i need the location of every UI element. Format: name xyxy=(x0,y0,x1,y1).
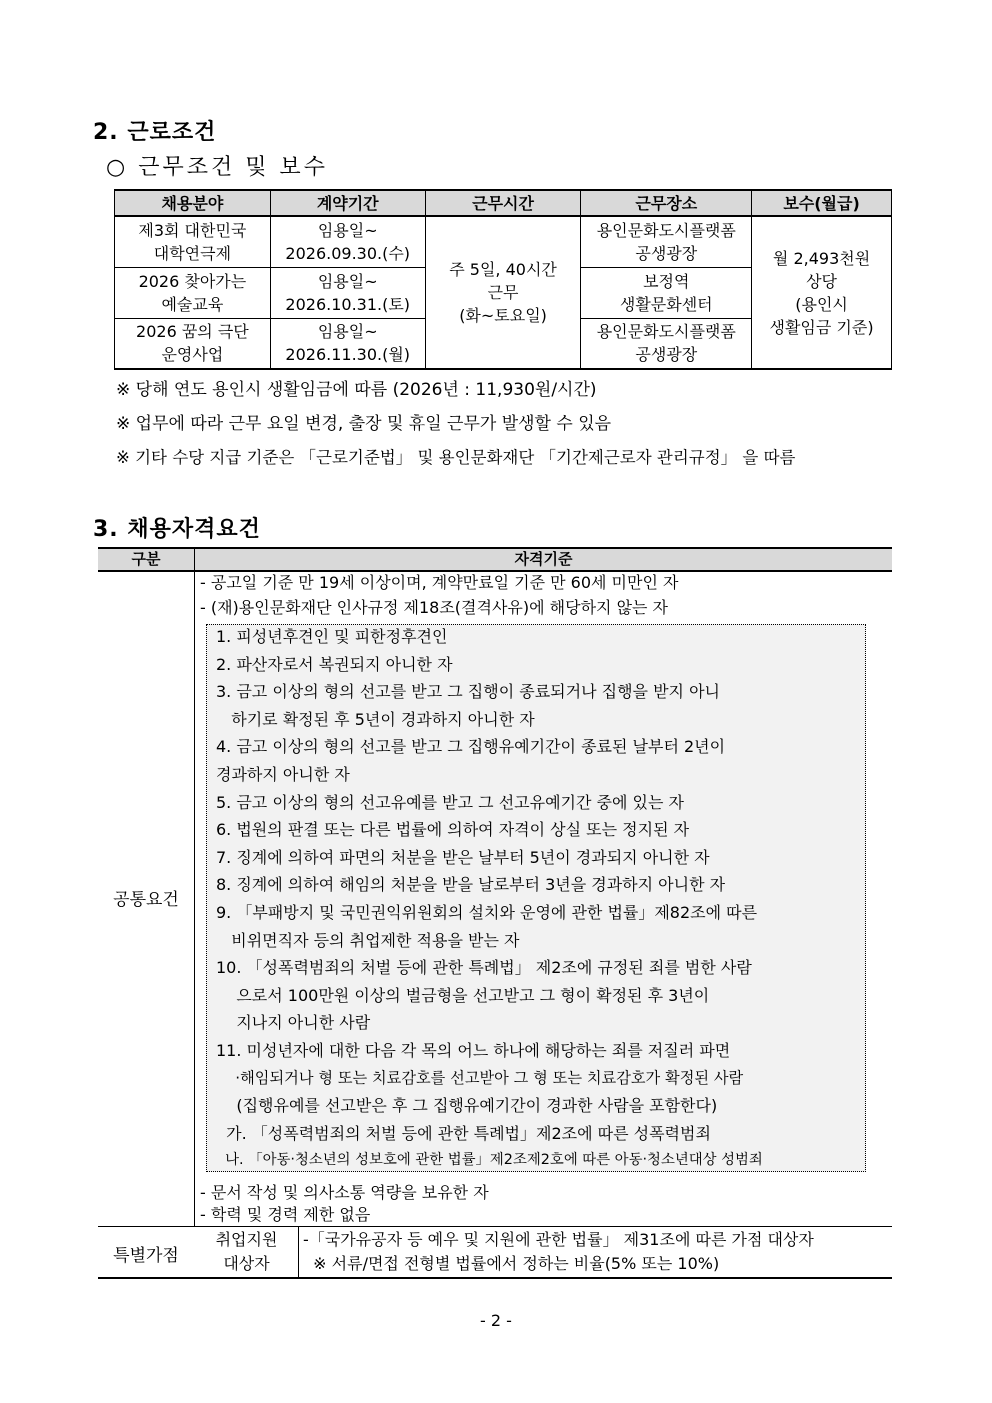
field-line: 대학연극제 xyxy=(153,243,232,263)
disqualification-item: 으로서 100만원 이상의 벌금형을 선고받고 그 형이 확정된 후 3년이 xyxy=(216,985,710,1005)
disqualification-item: 11. 미성년자에 대한 다음 각 목의 어느 하나에 해당하는 죄를 저질러 파면 xyxy=(216,1040,731,1060)
section-3-title: 3. 채용자격요건 xyxy=(93,517,261,542)
disqualification-item: 6. 법원의 판결 또는 다른 법률에 의하여 자격이 상실 또는 정지된 자 xyxy=(216,820,690,840)
disqualification-item: 2. 파산자로서 복권되지 아니한 자 xyxy=(216,654,453,674)
requirement-line: - 문서 작성 및 의사소통 역량을 보유한 자 xyxy=(200,1183,489,1202)
disqualification-item: 3. 금고 이상의 형의 선고를 받고 그 집행이 종료되거나 집행을 받지 아니 xyxy=(216,682,720,702)
place-line: 공생광장 xyxy=(635,345,698,365)
column-divider xyxy=(194,547,195,1226)
header-period: 계약기간 xyxy=(270,190,425,216)
disqualification-item: 비위면직자 등의 취업제한 적용을 받는 자 xyxy=(216,930,520,950)
special-bonus-line: ※ 서류/면접 전형별 법률에서 정하는 비율(5% 또는 10%) xyxy=(303,1254,720,1273)
note-allowance: ※ 기타 수당 지급 기준은 「근로기준법」 및 용인문화재단 「기간제근로자 관리규정」 을 따름 xyxy=(116,448,796,467)
table-row xyxy=(115,216,892,267)
header-category: 구분 xyxy=(131,550,161,568)
place-cell xyxy=(581,318,752,369)
disqualification-item: 경과하지 아니한 자 xyxy=(216,764,350,784)
period-cell xyxy=(270,216,425,267)
field-cell xyxy=(115,216,271,267)
place-line: 용인문화도시플랫폼 xyxy=(596,322,736,342)
table-header-row xyxy=(115,190,892,216)
field-line: 운영사업 xyxy=(161,345,224,365)
period-line: 임용일~ xyxy=(317,322,378,342)
disqualification-item: ‧해임되거나 형 또는 치료감호를 선고받아 그 형 또는 치료감호가 확정된 사람 xyxy=(216,1068,744,1087)
disqualification-item: 9. 「부패방지 및 국민권익위원회의 설치와 운영에 관한 법률」제82조에 따른 xyxy=(216,902,758,922)
note-living-wage: ※ 당해 연도 용인시 생활임금에 따름 (2026년 : 11,930원/시간) xyxy=(116,380,597,400)
place-line: 보정역 xyxy=(643,271,690,291)
section-2-title: 2. 근로조건 xyxy=(93,120,217,145)
employment-support-line: 대상자 xyxy=(223,1254,270,1273)
field-line: 예술교육 xyxy=(161,294,224,314)
place-cell xyxy=(581,216,752,267)
employment-support-label xyxy=(195,1228,298,1276)
hours-line: (화~토요일) xyxy=(459,306,547,325)
note-work-schedule: ※ 업무에 따라 근무 요일 변경, 출장 및 휴일 근무가 발생할 수 있음 xyxy=(116,414,612,434)
disqualification-item: 4. 금고 이상의 형의 선고를 받고 그 집행유예기간이 종료된 날부터 2년이 xyxy=(216,737,726,757)
hours-cell xyxy=(425,216,581,369)
disqualification-item: 8. 징계에 의하여 해임의 처분을 받을 날로부터 3년을 경과하지 아니한 자 xyxy=(216,875,726,895)
disqualification-item: 하기로 확정된 후 5년이 경과하지 아니한 자 xyxy=(216,709,535,729)
section-2-subtitle: ○ 근무조건 및 보수 xyxy=(106,155,328,180)
disqualification-item: 5. 금고 이상의 형의 선고유예를 받고 그 선고유예기간 중에 있는 자 xyxy=(216,792,684,812)
field-cell xyxy=(115,267,271,318)
work-conditions-table xyxy=(114,189,892,370)
pay-line: 생활임금 기준) xyxy=(769,317,874,337)
disqualification-item: 1. 피성년후견인 및 피한정후견인 xyxy=(216,627,448,646)
column-divider xyxy=(298,1226,299,1278)
table-bottom-border xyxy=(98,1277,892,1279)
period-line: 2026.10.31.(토) xyxy=(285,294,411,314)
special-bonus-label: 특별가점 xyxy=(113,1246,179,1266)
page-number: - 2 - xyxy=(480,1311,512,1330)
special-bonus-details xyxy=(303,1228,814,1276)
hours-line: 주 5일, 40시간 xyxy=(449,260,557,279)
disqualification-item: 가. 「성폭력범죄의 처벌 등에 관한 특례법」제2조에 따른 성폭력범죄 xyxy=(216,1123,711,1143)
disqualification-list xyxy=(216,623,763,1175)
place-line: 용인문화도시플랫폼 xyxy=(596,220,736,240)
field-line: 2026 찾아가는 xyxy=(138,271,247,291)
disqualification-item: 7. 징계에 의하여 파면의 처분을 받은 날부터 5년이 경과되지 아니한 자 xyxy=(216,847,710,867)
disqualification-item: 나. 「아동‧청소년의 성보호에 관한 법률」제2조제2호에 따른 아동‧청소년대상 성범죄 xyxy=(216,1152,763,1169)
pay-line: (용인시 xyxy=(795,294,848,314)
period-line: 2026.11.30.(월) xyxy=(285,345,411,365)
period-line: 임용일~ xyxy=(317,271,378,291)
field-line: 제3회 대한민국 xyxy=(138,220,247,240)
period-cell xyxy=(270,318,425,369)
pay-line: 월 2,493천원 xyxy=(772,248,871,268)
header-pay: 보수(월급) xyxy=(752,190,892,216)
requirement-line: - 학력 및 경력 제한 없음 xyxy=(200,1205,371,1224)
pay-cell xyxy=(752,216,892,369)
header-field: 채용분야 xyxy=(115,190,271,216)
employment-support-line: 취업지원 xyxy=(215,1230,278,1249)
field-cell xyxy=(115,318,271,369)
disqualification-item: 지나지 아니한 사람 xyxy=(216,1013,371,1033)
pay-line: 상당 xyxy=(806,271,838,291)
period-line: 임용일~ xyxy=(317,220,378,240)
requirement-line: - 공고일 기준 만 19세 이상이며, 계약만료일 기준 만 60세 미만인 자 xyxy=(200,573,679,592)
hours-line: 근무 xyxy=(487,283,519,302)
place-line: 생활문화센터 xyxy=(619,294,713,314)
common-requirements-label: 공통요건 xyxy=(113,890,179,910)
requirement-line: - (재)용인문화재단 인사규정 제18조(결격사유)에 해당하지 않는 자 xyxy=(200,598,669,617)
header-place: 근무장소 xyxy=(581,190,752,216)
special-bonus-line: -「국가유공자 등 예우 및 지원에 관한 법률」 제31조에 따른 가점 대상자 xyxy=(303,1230,814,1249)
disqualification-item: 10. 「성폭력범죄의 처벌 등에 관한 특례법」 제2조에 규정된 죄를 범한 사람 xyxy=(216,958,752,978)
period-cell xyxy=(270,267,425,318)
place-cell xyxy=(581,267,752,318)
disqualification-item: (집행유예를 선고받은 후 그 집행유예기간이 경과한 사람을 포함한다) xyxy=(216,1096,718,1116)
header-hours: 근무시간 xyxy=(425,190,581,216)
place-line: 공생광장 xyxy=(635,243,698,263)
field-line: 2026 꿈의 극단 xyxy=(136,322,249,342)
header-criteria: 자격기준 xyxy=(514,550,573,568)
period-line: 2026.09.30.(수) xyxy=(285,243,411,263)
